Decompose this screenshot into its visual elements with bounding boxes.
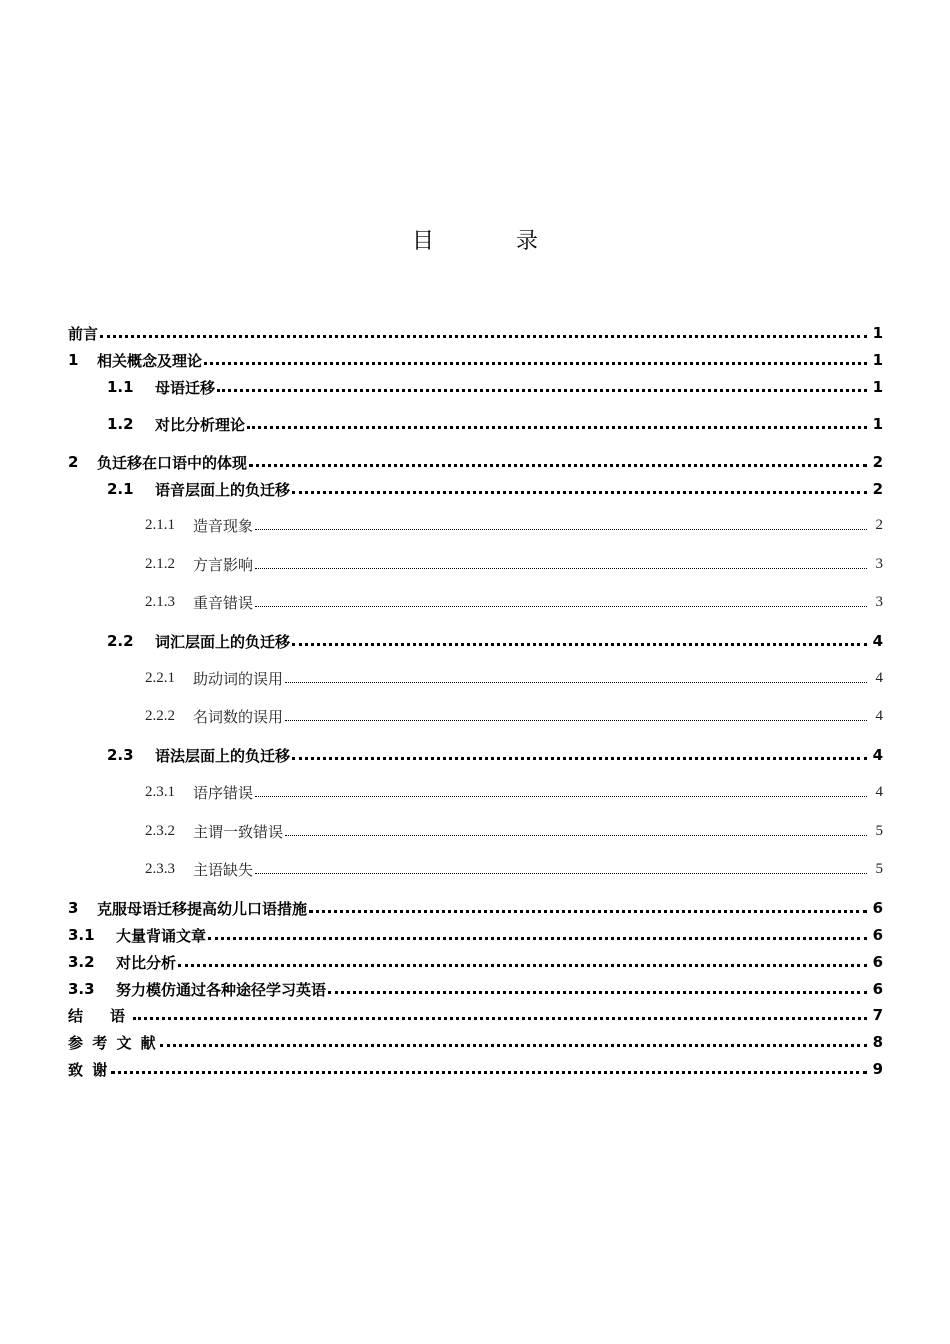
toc-entry-text: 造音现象 (193, 518, 254, 535)
toc-page-number: 9 (872, 1060, 883, 1078)
toc-entry-2-1[interactable] (107, 478, 883, 500)
toc-entry-text: 前言 (68, 324, 99, 343)
toc-entry-3[interactable] (68, 897, 883, 919)
toc-entry-conclusion[interactable] (68, 1004, 883, 1026)
dot-leader (285, 720, 867, 721)
toc-page-number: 7 (872, 1006, 883, 1024)
toc-page-number: 4 (872, 746, 883, 764)
dot-leader (255, 606, 867, 607)
toc-entry-2-1-2[interactable] (145, 553, 883, 575)
toc-entry-number: 2.2 (107, 632, 134, 650)
toc-entry-text: 相关概念及理论 (97, 351, 203, 370)
toc-entry-text: 语音层面上的负迁移 (155, 480, 291, 499)
toc-entry-2-3[interactable] (107, 744, 883, 766)
toc-page-number: 2 (875, 516, 883, 533)
toc-entry-2-3-1[interactable] (145, 781, 883, 803)
dot-leader (255, 568, 867, 569)
toc-entry-1[interactable] (68, 349, 883, 371)
toc-entry-text: 助动词的误用 (193, 671, 284, 688)
toc-entry-text: 语法层面上的负迁移 (155, 746, 291, 765)
toc-entry-number: 1 (68, 351, 79, 369)
dot-leader (217, 389, 867, 392)
dot-leader (133, 1017, 867, 1020)
toc-entry-number: 3.3 (68, 980, 95, 998)
dot-leader (100, 335, 867, 338)
toc-page-number: 6 (872, 926, 883, 944)
toc-page-number: 1 (872, 324, 883, 342)
toc-page-number: 1 (872, 351, 883, 369)
toc-entry-text: 名词数的误用 (193, 709, 284, 726)
toc-entry-number: 2.2.1 (145, 669, 175, 686)
toc-entry-1-2[interactable] (107, 413, 883, 435)
toc-page-number: 4 (875, 783, 883, 800)
dot-leader (292, 643, 867, 646)
toc-entry-2[interactable] (68, 451, 883, 473)
dot-leader (292, 757, 867, 760)
toc-entry-text: 致 谢 (68, 1060, 110, 1079)
toc-page-number: 4 (875, 707, 883, 724)
dot-leader (249, 464, 867, 467)
page-title: 目 录 (411, 229, 568, 254)
toc-entry-text: 重音错误 (193, 595, 254, 612)
toc-entry-number: 2.1.2 (145, 555, 175, 572)
toc-entry-2-3-2[interactable] (145, 820, 883, 842)
toc-entry-acknowledgements[interactable] (68, 1058, 883, 1080)
toc-entry-text: 参 考 文 献 (68, 1033, 158, 1052)
toc-entry-text: 努力模仿通过各种途径学习英语 (116, 980, 327, 999)
toc-entry-text: 主谓一致错误 (193, 824, 284, 841)
toc-entry-3-2[interactable] (68, 951, 883, 973)
toc-entry-text: 主语缺失 (193, 862, 254, 879)
toc-entry-references[interactable] (68, 1031, 883, 1053)
dot-leader (247, 426, 867, 429)
dot-leader (285, 682, 867, 683)
toc-page-number: 6 (872, 953, 883, 971)
toc-entry-number: 2.3 (107, 746, 134, 764)
toc-entry-number: 1.1 (107, 378, 134, 396)
toc-entry-number: 3 (68, 899, 79, 917)
toc-entry-number: 3.1 (68, 926, 95, 944)
toc-entry-number: 2 (68, 453, 79, 471)
dot-leader (204, 362, 867, 365)
toc-entry-number: 1.2 (107, 415, 134, 433)
toc-page-number: 5 (875, 822, 883, 839)
toc-entry-number: 3.2 (68, 953, 95, 971)
toc-entry-number: 2.3.1 (145, 783, 175, 800)
toc-entry-text: 结 语 (68, 1006, 132, 1025)
toc-page-number: 8 (872, 1033, 883, 1051)
toc-page-number: 4 (875, 669, 883, 686)
toc-entry-2-2-1[interactable] (145, 667, 883, 689)
toc-entry-text: 母语迁移 (155, 378, 216, 397)
dot-leader (292, 491, 867, 494)
toc-entry-2-3-3[interactable] (145, 858, 883, 880)
toc-entry-text: 方言影响 (193, 557, 254, 574)
toc-entry-text: 负迁移在口语中的体现 (97, 453, 248, 472)
toc-entry-preface[interactable] (68, 322, 883, 344)
toc-page-number: 1 (872, 415, 883, 433)
toc-page-number: 3 (875, 555, 883, 572)
toc-entry-1-1[interactable] (107, 376, 883, 398)
toc-page-number: 6 (872, 980, 883, 998)
toc-entry-2-2-2[interactable] (145, 705, 883, 727)
toc-page-number: 2 (872, 480, 883, 498)
dot-leader (285, 835, 867, 836)
toc-entry-text: 对比分析理论 (155, 415, 246, 434)
toc-page-number: 6 (872, 899, 883, 917)
dot-leader (255, 529, 867, 530)
dot-leader (178, 964, 867, 967)
toc-entry-3-1[interactable] (68, 924, 883, 946)
dot-leader (255, 873, 867, 874)
toc-entry-text: 克服母语迁移提高幼儿口语措施 (97, 899, 308, 918)
toc-entry-2-1-1[interactable] (145, 514, 883, 536)
toc-page-number: 5 (875, 860, 883, 877)
toc-entry-number: 2.1 (107, 480, 134, 498)
toc-entry-2-2[interactable] (107, 630, 883, 652)
toc-entry-text: 词汇层面上的负迁移 (155, 632, 291, 651)
toc-page-number: 2 (872, 453, 883, 471)
toc-entry-number: 2.2.2 (145, 707, 175, 724)
toc-page-number: 3 (875, 593, 883, 610)
toc-entry-number: 2.3.3 (145, 860, 175, 877)
toc-entry-text: 对比分析 (116, 953, 177, 972)
toc-entry-2-1-3[interactable] (145, 591, 883, 613)
toc-entry-number: 2.3.2 (145, 822, 175, 839)
toc-entry-number: 2.1.3 (145, 593, 175, 610)
toc-page-number: 1 (872, 378, 883, 396)
dot-leader (111, 1071, 867, 1074)
toc-entry-3-3[interactable] (68, 978, 883, 1000)
dot-leader (160, 1044, 867, 1047)
toc-entry-text: 语序错误 (193, 785, 254, 802)
dot-leader (309, 910, 867, 913)
dot-leader (255, 796, 867, 797)
toc-page-number: 4 (872, 632, 883, 650)
toc-entry-text: 大量背诵文章 (116, 926, 207, 945)
toc-entry-number: 2.1.1 (145, 516, 175, 533)
dot-leader (328, 991, 867, 994)
dot-leader (208, 937, 867, 940)
